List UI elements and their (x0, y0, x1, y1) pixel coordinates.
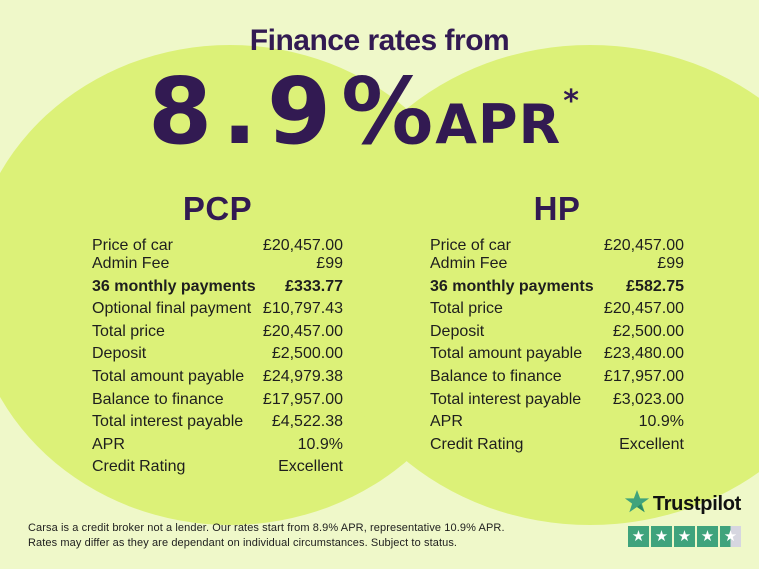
finance-row-value: Excellent (619, 435, 684, 453)
finance-row (92, 255, 343, 278)
finance-row-label: Balance to finance (92, 390, 224, 408)
finance-row-label: Price of car (430, 237, 511, 254)
finance-row (92, 345, 343, 368)
finance-row-label: 36 monthly payments (92, 277, 256, 295)
finance-row-value: £582.75 (626, 277, 684, 295)
finance-row (430, 368, 684, 391)
finance-row-value: £99 (657, 255, 684, 272)
trustpilot-rating-star-icon (628, 526, 649, 547)
finance-row-label: Admin Fee (92, 255, 170, 272)
finance-row-label: 36 monthly payments (430, 277, 594, 295)
hero-rate-suffix: APR (435, 93, 562, 156)
finance-row-value: £2,500.00 (612, 322, 684, 340)
hero-rate-value: 8.9% (148, 58, 444, 165)
finance-row-label: Total amount payable (92, 367, 245, 385)
finance-row-value: £20,457.00 (262, 237, 343, 254)
finance-row (92, 391, 343, 414)
finance-row (430, 255, 684, 278)
finance-row (430, 391, 684, 414)
finance-row-value: £333.77 (285, 277, 343, 295)
finance-row-value: £20,457.00 (603, 300, 684, 318)
legal-disclaimer (28, 521, 505, 551)
finance-row-value: £2,500.00 (271, 345, 343, 363)
finance-row (430, 413, 684, 436)
hp-column (430, 192, 684, 458)
finance-row-label: Admin Fee (430, 255, 508, 272)
finance-row-value: £99 (316, 255, 343, 272)
finance-row (430, 345, 684, 368)
finance-row (92, 413, 343, 436)
finance-row (430, 323, 684, 346)
hp-column-title: HP (533, 190, 581, 227)
trustpilot-rating-star-icon (697, 526, 718, 547)
finance-row (430, 278, 684, 301)
finance-row (92, 458, 343, 481)
finance-row-label: Total price (430, 300, 503, 318)
legal-disclaimer-line1: Carsa is a credit broker not a lender. Our rates start from 8.9% APR, representative 10.9% APR. (28, 522, 505, 534)
trustpilot-logo (624, 489, 741, 520)
finance-row (92, 323, 343, 346)
finance-row-label: Credit Rating (430, 435, 524, 453)
finance-row-value: £23,480.00 (603, 345, 684, 363)
finance-row-label: Total amount payable (430, 345, 583, 363)
finance-row-label: Total price (92, 322, 165, 340)
finance-row-label: Price of car (92, 237, 173, 254)
trustpilot-rating-star-icon (651, 526, 672, 547)
finance-row (92, 368, 343, 391)
trustpilot-star-icon (624, 489, 650, 520)
finance-row-value: £20,457.00 (262, 322, 343, 340)
finance-row-value: £24,979.38 (262, 367, 343, 385)
hp-rows (430, 237, 684, 458)
finance-row-value: £17,957.00 (262, 390, 343, 408)
finance-row-label: Optional final payment (92, 300, 252, 318)
trustpilot-rating-stars (624, 526, 741, 547)
finance-row-value: £20,457.00 (603, 237, 684, 254)
hero-rate (0, 58, 743, 165)
banner-title: Finance rates from (249, 24, 510, 57)
pcp-rows (92, 237, 343, 481)
finance-row-label: Total interest payable (430, 390, 582, 408)
pcp-column (92, 192, 343, 481)
finance-row-label: APR (92, 435, 125, 453)
trustpilot-wordmark: Trustpilot (652, 493, 741, 515)
finance-row-value: £3,023.00 (612, 390, 684, 408)
trustpilot-widget (624, 489, 741, 547)
hero-footnote-asterisk: * (563, 84, 579, 119)
finance-row (430, 300, 684, 323)
finance-row-label: Deposit (430, 322, 485, 340)
finance-row-value: £4,522.38 (271, 413, 343, 431)
finance-row (430, 436, 684, 459)
finance-row-label: APR (430, 413, 463, 431)
finance-row (92, 436, 343, 459)
finance-row-value: 10.9% (297, 435, 343, 453)
pcp-column-title: PCP (182, 190, 253, 227)
finance-row-value: £17,957.00 (603, 367, 684, 385)
finance-row-value: 10.9% (638, 413, 684, 431)
finance-row (92, 237, 343, 255)
finance-row-label: Credit Rating (92, 458, 186, 476)
finance-row (92, 278, 343, 301)
finance-row-label: Deposit (92, 345, 147, 363)
finance-row-label: Total interest payable (92, 413, 244, 431)
finance-row (92, 300, 343, 323)
trustpilot-rating-star-icon (674, 526, 695, 547)
finance-row-value: £10,797.43 (262, 300, 343, 318)
finance-row-label: Balance to finance (430, 367, 562, 385)
legal-disclaimer-line2: Rates may differ as they are dependant on individual circumstances. Subject to status. (28, 537, 458, 549)
trustpilot-rating-star-icon (720, 526, 741, 547)
finance-row (430, 237, 684, 255)
finance-row-value: Excellent (278, 458, 343, 476)
